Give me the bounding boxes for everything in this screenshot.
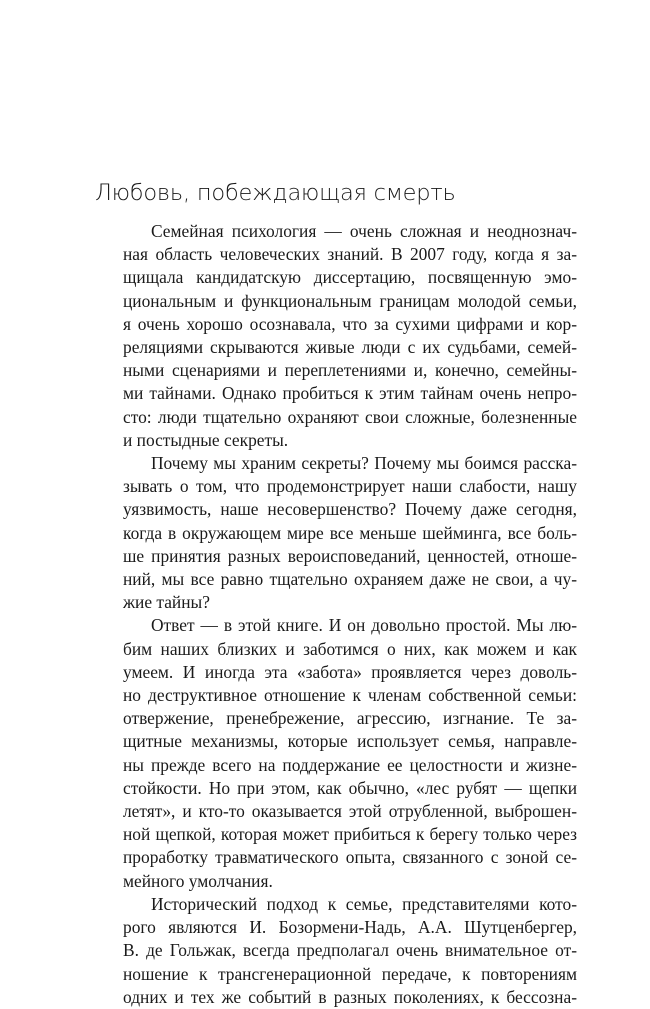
paragraph-3 bbox=[95, 614, 577, 892]
text-line: мейного умолчания. bbox=[123, 870, 273, 891]
text-line: умеем. И иногда эта «забота» проявляется через доволь- bbox=[123, 661, 577, 682]
text-line: ний, мы все равно тщательно охраняем даже не свои, а чу- bbox=[123, 569, 577, 590]
text-line: когда в окружающем мире все меньше шейминга, все боль- bbox=[123, 522, 577, 543]
text-line: В. де Гольжак, всегда предполагал очень внимательное от- bbox=[123, 940, 577, 961]
text-line: ше принятия разных вероисповеданий, ценностей, отноше- bbox=[123, 545, 577, 566]
text-line: щитные механизмы, которые использует семья, направле- bbox=[123, 731, 577, 752]
paragraph-2 bbox=[95, 452, 577, 614]
paragraph-4 bbox=[95, 893, 577, 1009]
text-line: рого являются И. Бозормени-Надь, А.А. Шутценбергер, bbox=[123, 917, 577, 938]
body-text bbox=[95, 220, 577, 1009]
text-line: реляциями скрываются живые люди с их судьбами, семей- bbox=[123, 337, 577, 358]
text-line: зывать о том, что продемонстрирует наши слабости, нашу bbox=[123, 476, 577, 497]
text-line: одних и тех же событий в разных поколениях, к бессозна- bbox=[123, 986, 577, 1007]
text-line: я очень хорошо осознавала, что за сухими цифрами и кор- bbox=[123, 313, 577, 334]
text-line: жие тайны? bbox=[123, 592, 210, 613]
text-line: ми тайнами. Однако пробиться к этим тайнам очень непро- bbox=[123, 383, 577, 404]
text-line: циональным и функциональным границам молодой семьи, bbox=[123, 290, 577, 311]
text-line: ными сценариями и переплетениями и, конечно, семейны- bbox=[123, 360, 577, 381]
text-line: отвержение, пренебрежение, агрессию, изгнание. Те за- bbox=[123, 708, 577, 729]
text-line: Почему мы храним секреты? Почему мы боимся расска- bbox=[151, 453, 577, 474]
text-line: но деструктивное отношение к членам собственной семьи: bbox=[123, 685, 577, 706]
text-line: стойкости. Но при этом, как обычно, «лес рубят — щепки bbox=[123, 777, 577, 798]
text-line: летят», и кто-то оказывается этой отрубленной, выброшен- bbox=[123, 801, 577, 822]
text-line: уязвимость, наше несовершенство? Почему даже сегодня, bbox=[123, 499, 577, 520]
text-line: ны прежде всего на поддержание ее целостности и жизне- bbox=[123, 754, 577, 775]
text-line: Исторический подход к семье, представителями кото- bbox=[151, 893, 577, 914]
paragraph-1 bbox=[95, 220, 577, 452]
text-line: Семейная психология — очень сложная и неоднознач- bbox=[151, 221, 577, 241]
page bbox=[95, 178, 577, 1009]
text-line: Ответ — в этой книге. И он довольно простой. Мы лю- bbox=[151, 615, 577, 636]
text-line: и постыдные секреты. bbox=[123, 429, 289, 450]
chapter-title: Любовь, побеждающая смерть bbox=[95, 180, 456, 206]
text-line: ношение к трансгенерационной передаче, к повторениям bbox=[123, 963, 577, 984]
text-line: проработку травматического опыта, связанного с зоной се- bbox=[123, 847, 577, 868]
text-line: бим наших близких и заботимся о них, как можем и как bbox=[123, 638, 577, 659]
text-line: сто: люди тщательно охраняют свои сложные, болезненные bbox=[123, 406, 577, 427]
text-line: ная область человеческих знаний. В 2007 году, когда я за- bbox=[123, 244, 577, 265]
text-line: ной щепкой, которая может прибиться к берегу только через bbox=[123, 824, 577, 845]
text-line: щищала кандидатскую диссертацию, посвященную эмо- bbox=[123, 267, 577, 288]
